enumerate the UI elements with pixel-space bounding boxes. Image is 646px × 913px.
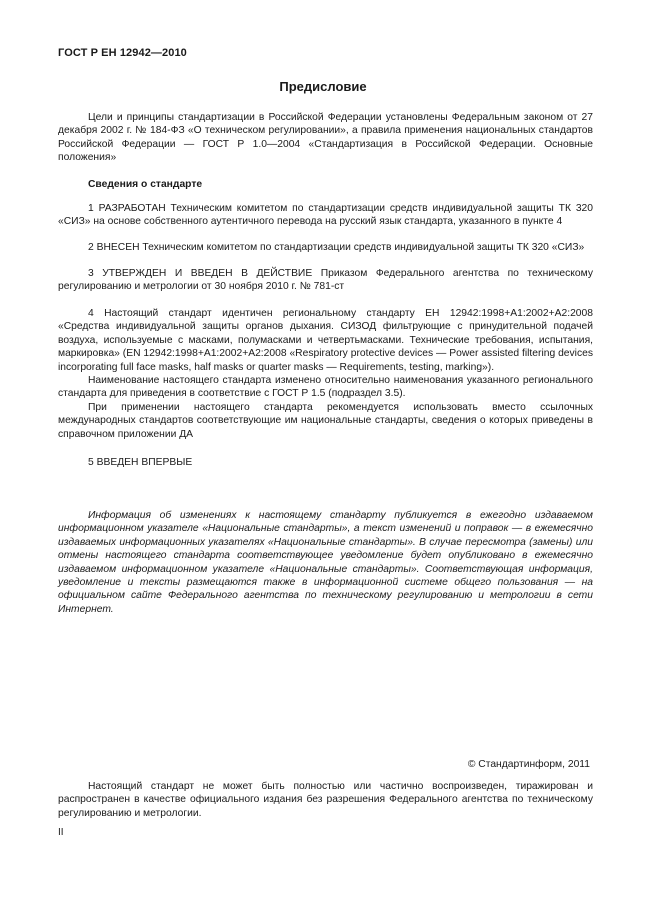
- page-title: Предисловие: [279, 79, 367, 94]
- change-notice: [58, 509, 593, 616]
- reproduction-notice: [58, 780, 593, 820]
- intro-paragraph: [58, 111, 593, 165]
- info-heading-block: [58, 178, 593, 191]
- intro-text: Цели и принципы стандартизации в Российской Федерации установлены Федеральным законом от 27 декабря 2002 г. № 184-ФЗ «О техническом регулировании», а правила применения национальных стандартов Российской Федерации — ГОСТ Р 1.0—2004 «Стандартизация в Российской Федерации. Основные положения»: [58, 112, 593, 164]
- item-2-text: 2 ВНЕСЕН Техническим комитетом по стандартизации средств индивидуальной защиты ТК 320 «СИЗ»: [88, 242, 585, 253]
- item-3: [58, 267, 593, 294]
- item-1-text: 1 РАЗРАБОТАН Техническим комитетом по стандартизации средств индивидуальной защиты ТК 320 «СИЗ» на основе собственного аутентичного перевода на русский язык стандарта, указанного в пункте 4: [58, 203, 593, 228]
- item-2: [58, 241, 593, 254]
- item-5-text: 5 ВВЕДЕН ВПЕРВЫЕ: [88, 457, 193, 468]
- item-4: [58, 307, 593, 441]
- copyright-line: © Стандартинформ, 2011: [467, 759, 590, 770]
- item-4-name-change: Наименование настоящего стандарта изменено относительно наименования указанного регионального стандарта для приведения в соответствие с ГОСТ Р 1.5 (подраздел 3.5).: [58, 375, 593, 400]
- item-5: [58, 456, 593, 469]
- item-3-text: 3 УТВЕРЖДЕН И ВВЕДЕН В ДЕЙСТВИЕ Приказом Федерального агентства по техническому регулированию и метрологии от 30 ноября 2010 г. № 781-ст: [58, 268, 593, 293]
- item-1: [58, 202, 593, 229]
- item-4-references: При применении настоящего стандарта рекомендуется использовать вместо ссылочных международных стандартов соответствующие им национальные стандарты, сведения о которых приведены в справочном приложении ДА: [58, 401, 593, 440]
- standard-code-header: ГОСТ Р ЕН 12942—2010: [58, 47, 187, 59]
- item-4-text: 4 Настоящий стандарт идентичен региональному стандарту ЕН 12942:1998+А1:2002+А2:2008 «Средства индивидуальной защиты органов дыхания. СИЗОД фильтрующие с принудительной подачей воздуха, используемые с масками, полумасками и четвертьмасками. Технические требования, испытания, маркировка» (EN 12942:1998+A1:2002+A2:2008 «Respiratory protective devices — Power assisted filtering devices incorporating full face masks, half masks or quarter masks — Requirements, testing, marking»).: [58, 308, 593, 373]
- info-heading: Сведения о стандарте: [88, 179, 203, 190]
- reproduction-notice-text: Настоящий стандарт не может быть полностью или частично воспроизведен, тиражирован и распространен в качестве официального издания без разрешения Федерального агентства по техническому регулированию и метрологии.: [58, 781, 593, 819]
- change-notice-text: Информация об изменениях к настоящему стандарту публикуется в ежегодно издаваемом информационном указателе «Национальные стандарты», а текст изменений и поправок — в ежемесячно издаваемых информационных указателях «Национальные стандарты». В случае пересмотра (замены) или отмены настоящего стандарта соответствующее уведомление будет опубликовано в ежемесячно издаваемом информационном указателе «Национальные стандарты». Соответствующая информация, уведомление и тексты размещаются также в информационной системе общего пользования — на официальном сайте Федерального агентства по техническому регулированию и метрологии в сети Интернет.: [58, 510, 593, 615]
- page-number: II: [58, 827, 64, 838]
